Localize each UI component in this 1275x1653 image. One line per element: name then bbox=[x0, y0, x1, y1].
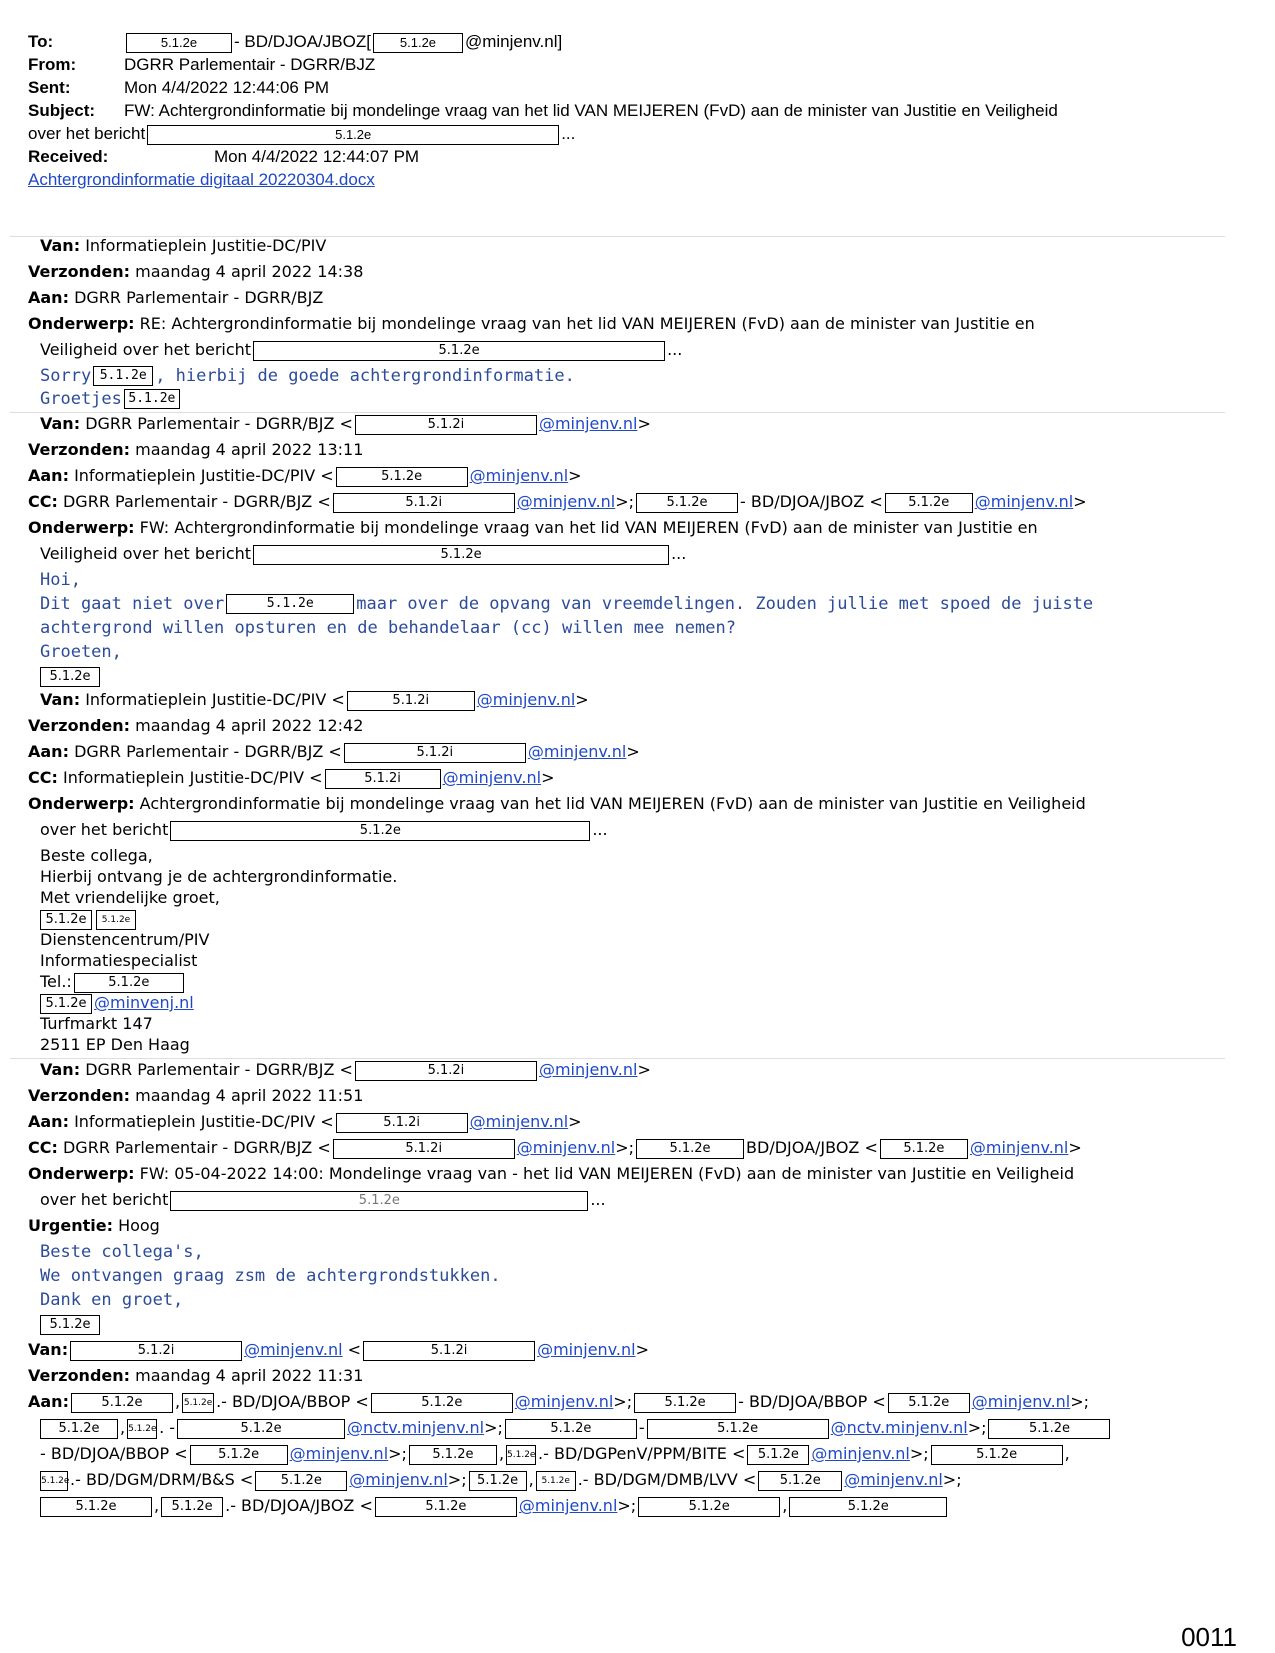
subject-label: Subject: bbox=[28, 101, 96, 120]
aan-label: Aan: bbox=[28, 466, 69, 485]
onderwerp-label: Onderwerp: bbox=[28, 518, 135, 537]
separator bbox=[10, 412, 1225, 413]
van-value: DGRR Parlementair - DGRR/BJZ < bbox=[85, 414, 353, 433]
redaction-box: 5.1.2e bbox=[469, 1471, 527, 1491]
aan-value: Informatieplein Justitie-DC/PIV < bbox=[74, 1112, 334, 1131]
aan-cont: 5.1.2e , 5.1.2e . - 5.1.2e @nctv.minjenv.nl>; 5.1.2e - 5.1.2e @nctv.minjenv.nl>; 5.1.2e bbox=[40, 1418, 1112, 1439]
verzonden-value: maandag 4 april 2022 13:11 bbox=[135, 440, 364, 459]
redaction-box: 5.1.2e bbox=[409, 1445, 497, 1465]
van-label: Van: bbox=[40, 1060, 81, 1079]
redaction-box: 5.1.2e bbox=[170, 821, 590, 841]
aan-row: Aan: 5.1.2e , 5.1.2e .- BD/DJOA/BBOP < 5.1.2e @minjenv.nl>; 5.1.2e - BD/DJOA/BBOP < 5.1.2e @minjenv.nl>; bbox=[28, 1392, 1090, 1411]
separator bbox=[10, 1058, 1225, 1059]
onderwerp-cont bbox=[40, 1190, 606, 1211]
cc-value: DGRR Parlementair - DGRR/BJZ < bbox=[62, 1138, 331, 1157]
attachment-link[interactable]: Achtergrondinformatie digitaal 20220304.docx bbox=[28, 170, 375, 189]
verzonden-row bbox=[28, 440, 363, 459]
redaction-box: 5.1.2i bbox=[333, 493, 515, 513]
urgentie-row bbox=[28, 1216, 160, 1235]
tel-row bbox=[40, 972, 186, 993]
recipient-org: - BD/DJOA/BBOP < bbox=[221, 1392, 369, 1411]
recipient-org: - BD/DGPenV/PPM/BITE < bbox=[543, 1444, 746, 1463]
cc-row: CC: Informatieplein Justitie-DC/PIV < 5.1.2i @minjenv.nl> bbox=[28, 768, 555, 787]
onderwerp-cont-text: Veiligheid over het bericht bbox=[40, 544, 252, 563]
redaction-box: 5.1.2i bbox=[355, 415, 537, 435]
aan-row: Aan: DGRR Parlementair - DGRR/BJZ < 5.1.2i @minjenv.nl> bbox=[28, 742, 640, 761]
onderwerp-row bbox=[28, 794, 1086, 813]
email-row bbox=[40, 993, 194, 1014]
redaction-box: 5.1.2e bbox=[931, 1445, 1063, 1465]
body-line bbox=[40, 846, 153, 865]
body-line bbox=[40, 642, 122, 662]
received-label: Received: bbox=[28, 147, 109, 166]
redaction-box: 5.1.2i bbox=[70, 1341, 242, 1361]
email-link[interactable]: @minjenv.nl bbox=[476, 690, 576, 709]
redaction-box: 5.1.2e bbox=[161, 1497, 223, 1517]
redaction-box: 5.1.2e bbox=[373, 33, 463, 53]
redaction-box: 5.1.2i bbox=[363, 1341, 535, 1361]
email-link[interactable]: @minjenv.nl bbox=[811, 1444, 910, 1463]
redaction-box: 5.1.2e bbox=[177, 1419, 345, 1439]
aan-row: Aan: Informatieplein Justitie-DC/PIV < 5.1.2e @minjenv.nl> bbox=[28, 466, 582, 485]
redaction-box: 5.1.2i bbox=[344, 743, 526, 763]
redaction-box: 5.1.2e bbox=[124, 389, 180, 409]
redaction-box: 5.1.2e bbox=[253, 341, 665, 361]
verzonden-row bbox=[28, 1086, 363, 1105]
onderwerp-row bbox=[28, 1164, 1074, 1183]
email-header bbox=[28, 30, 1253, 191]
body-line bbox=[40, 888, 220, 907]
email-link[interactable]: @minjenv.nl bbox=[516, 1138, 616, 1157]
email-link[interactable]: @nctv.minjenv.nl bbox=[347, 1418, 485, 1437]
onderwerp-row bbox=[28, 518, 1038, 537]
van-label: Van: bbox=[40, 690, 81, 709]
redaction-box: 5.1.2e bbox=[634, 1393, 736, 1413]
van-row bbox=[40, 236, 326, 255]
subject-row bbox=[28, 99, 1253, 122]
redaction-box: 5.1.2e bbox=[40, 910, 92, 930]
email-link[interactable]: @minjenv.nl bbox=[349, 1470, 448, 1489]
subject-cont-row bbox=[28, 122, 1253, 145]
body-line bbox=[40, 1035, 190, 1054]
body-line bbox=[40, 618, 736, 638]
onderwerp-cont bbox=[40, 340, 682, 361]
van-row: Van: 5.1.2i @minjenv.nl < 5.1.2i @minjenv.nl> bbox=[28, 1340, 649, 1359]
van-row: Van: DGRR Parlementair - DGRR/BJZ < 5.1.2i @minjenv.nl> bbox=[40, 414, 651, 433]
redaction-box: 5.1.2e bbox=[71, 1393, 173, 1413]
redaction-box: 5.1.2e bbox=[255, 1471, 347, 1491]
body-text: Dank en groet, bbox=[40, 1290, 184, 1310]
redaction-box: 5.1.2i bbox=[355, 1061, 537, 1081]
onderwerp-cont-text: over het bericht bbox=[40, 1190, 169, 1209]
onderwerp-cont bbox=[40, 544, 686, 565]
redaction-box: 5.1.2e bbox=[371, 1393, 513, 1413]
signature-box bbox=[40, 1314, 102, 1335]
aan-value: Informatieplein Justitie-DC/PIV < bbox=[74, 466, 334, 485]
body-line bbox=[40, 1290, 183, 1310]
from-value: DGRR Parlementair - DGRR/BJZ bbox=[124, 55, 376, 74]
body-line bbox=[40, 594, 1093, 614]
from-label: From: bbox=[28, 55, 77, 74]
body-line bbox=[40, 389, 182, 409]
recipient-org: - BD/DGM/DRM/B&S < bbox=[75, 1470, 254, 1489]
van-row: Van: Informatieplein Justitie-DC/PIV < 5.1.2i @minjenv.nl> bbox=[40, 690, 589, 709]
redaction-box: 5.1.2e bbox=[40, 1497, 152, 1517]
aan-cont: 5.1.2e.- BD/DGM/DRM/B&S < 5.1.2e @minjenv.nl>; 5.1.2e , 5.1.2e .- BD/DGM/DMB/LVV < 5.1.2e @minjenv.nl>; bbox=[41, 1470, 962, 1489]
redaction-box: 5.1.2e bbox=[126, 33, 232, 53]
from-row bbox=[28, 53, 1253, 76]
body-text: Hoi, bbox=[40, 570, 81, 590]
to-label: To: bbox=[28, 32, 54, 51]
email-link[interactable]: @minjenv.nl bbox=[537, 1340, 636, 1359]
verzonden-label: Verzonden: bbox=[28, 1086, 131, 1105]
email-link[interactable]: @minjenv.nl bbox=[289, 1444, 389, 1463]
urgentie-value: Hoog bbox=[118, 1216, 160, 1235]
aan-value: DGRR Parlementair - DGRR/BJZ bbox=[74, 288, 324, 307]
redaction-box: 5.1.2e bbox=[506, 1445, 536, 1465]
redaction-box: 5.1.2e bbox=[93, 366, 153, 386]
redaction-box: 5.1.2e bbox=[988, 1419, 1110, 1439]
redaction-box: 5.1.2e bbox=[888, 1393, 970, 1413]
redaction-box: 5.1.2e bbox=[336, 467, 468, 487]
body-text: Hierbij ontvang je de achtergrondinformatie. bbox=[40, 867, 398, 886]
cc-label: CC: bbox=[28, 492, 58, 511]
van-row: Van: DGRR Parlementair - DGRR/BJZ < 5.1.2i @minjenv.nl> bbox=[40, 1060, 651, 1079]
body-text: , hierbij de goede achtergrondinformatie. bbox=[155, 366, 575, 386]
redaction-box: 5.1.2e bbox=[253, 545, 669, 565]
van-value: Informatieplein Justitie-DC/PIV bbox=[85, 236, 327, 255]
onderwerp-row bbox=[28, 314, 1035, 333]
to-suffix: @minjenv.nl] bbox=[464, 32, 563, 51]
onderwerp-label: Onderwerp: bbox=[28, 794, 135, 813]
tel-label: Tel.: bbox=[40, 972, 72, 991]
redaction-box: 5.1.2e bbox=[636, 493, 738, 513]
body-line bbox=[40, 1014, 153, 1033]
aan-cont: - BD/DJOA/BBOP < 5.1.2e @minjenv.nl>; 5.1.2e , 5.1.2e .- BD/DGPenV/PPM/BITE < 5.1.2e @minjenv.nl>; 5.1.2e , bbox=[40, 1444, 1070, 1463]
email-link[interactable]: @minjenv.nl bbox=[516, 492, 616, 511]
email-link[interactable]: @minjenv.nl bbox=[844, 1470, 943, 1489]
body-line bbox=[40, 366, 575, 386]
redaction-box: 5.1.2e bbox=[40, 1471, 68, 1491]
redaction-box: 5.1.2e bbox=[40, 1419, 118, 1439]
cc-label: CC: bbox=[28, 1138, 58, 1157]
signature-box bbox=[40, 666, 102, 687]
body-line bbox=[40, 867, 397, 886]
sent-label: Sent: bbox=[28, 78, 71, 97]
aan-label: Aan: bbox=[28, 742, 69, 761]
email-link[interactable]: @minjenv.nl bbox=[971, 1392, 1071, 1411]
recipient-org: - BD/DGM/DMB/LVV < bbox=[582, 1470, 757, 1489]
redaction-box: 5.1.2e bbox=[40, 994, 92, 1014]
onderwerp-cont-text: over het bericht bbox=[40, 820, 169, 839]
cc-label: CC: bbox=[28, 768, 58, 787]
sent-row bbox=[28, 76, 1253, 99]
onderwerp-value: RE: Achtergrondinformatie bij mondelinge vraag van het lid VAN MEIJEREN (FvD) aan de minister van Justitie en bbox=[139, 314, 1035, 333]
recipient-org: - BD/DJOA/JBOZ < bbox=[230, 1496, 373, 1515]
aan-row bbox=[28, 288, 323, 307]
verzonden-label: Verzonden: bbox=[28, 1366, 131, 1385]
sent-value: Mon 4/4/2022 12:44:06 PM bbox=[124, 78, 330, 97]
verzonden-row bbox=[28, 1366, 363, 1385]
body-text: Dit gaat niet over bbox=[40, 594, 225, 614]
verzonden-label: Verzonden: bbox=[28, 716, 131, 735]
message-5 bbox=[28, 1340, 1253, 1530]
body-line bbox=[40, 1266, 501, 1286]
redaction-box: 5.1.2e bbox=[375, 1497, 517, 1517]
verzonden-row bbox=[28, 716, 363, 735]
verzonden-value: maandag 4 april 2022 11:51 bbox=[135, 1086, 364, 1105]
onderwerp-label: Onderwerp: bbox=[28, 314, 135, 333]
body-text: 2511 EP Den Haag bbox=[40, 1035, 190, 1054]
body-text: Met vriendelijke groet, bbox=[40, 888, 220, 907]
onderwerp-cont bbox=[40, 820, 608, 841]
body-line bbox=[40, 930, 209, 949]
body-text: Groetjes bbox=[40, 389, 122, 409]
subject-value: FW: Achtergrondinformatie bij mondelinge vraag van het lid VAN MEIJEREN (FvD) aan de minister van Justitie en Veiligheid bbox=[124, 101, 1058, 120]
ellipsis: ... bbox=[667, 340, 683, 359]
redaction-box: 5.1.2i bbox=[325, 769, 441, 789]
body-text: achtergrond willen opsturen en de behandelaar (cc) willen mee nemen? bbox=[40, 618, 736, 638]
redaction-box: 5.1.2e bbox=[147, 125, 559, 145]
verzonden-label: Verzonden: bbox=[28, 262, 131, 281]
aan-label: Aan: bbox=[28, 1112, 69, 1131]
urgentie-label: Urgentie: bbox=[28, 1216, 113, 1235]
ellipsis: ... bbox=[592, 820, 608, 839]
onderwerp-label: Onderwerp: bbox=[28, 1164, 135, 1183]
redaction-box: 5.1.2i bbox=[347, 691, 475, 711]
cc-value: Informatieplein Justitie-DC/PIV < bbox=[62, 768, 323, 787]
verzonden-value: maandag 4 april 2022 14:38 bbox=[135, 262, 364, 281]
attachment-row bbox=[28, 168, 1253, 191]
body-text: We ontvangen graag zsm de achtergrondstukken. bbox=[40, 1266, 501, 1286]
aan-cont: 5.1.2e , 5.1.2e .- BD/DJOA/JBOZ < 5.1.2e @minjenv.nl>; 5.1.2e , 5.1.2e bbox=[40, 1496, 949, 1517]
body-text: maar over de opvang van vreemdelingen. Zouden jullie met spoed de juiste bbox=[356, 594, 1094, 614]
ellipsis: ... bbox=[590, 1190, 606, 1209]
email-link[interactable]: @nctv.minjenv.nl bbox=[830, 1418, 968, 1437]
email-link[interactable]: @minjenv.nl bbox=[442, 768, 542, 787]
verzonden-value: maandag 4 april 2022 12:42 bbox=[135, 716, 364, 735]
to-mid: - BD/DJOA/JBOZ[ bbox=[234, 32, 371, 51]
redaction-box: 5.1.2e bbox=[747, 1445, 809, 1465]
aan-label: Aan: bbox=[28, 288, 69, 307]
redaction-box: 5.1.2i bbox=[333, 1139, 515, 1159]
redaction-box: 5.1.2e bbox=[96, 910, 136, 930]
redaction-box: 5.1.2e bbox=[40, 667, 100, 687]
received-value: Mon 4/4/2022 12:44:07 PM bbox=[214, 147, 420, 166]
van-label: Van: bbox=[28, 1340, 69, 1359]
email-link[interactable]: @minjenv.nl bbox=[969, 1138, 1069, 1157]
redaction-box: 5.1.2e bbox=[127, 1419, 157, 1439]
message-1 bbox=[28, 236, 1253, 411]
verzonden-label: Verzonden: bbox=[28, 440, 131, 459]
message-2 bbox=[28, 414, 1253, 694]
redaction-box: 5.1.2e bbox=[74, 973, 184, 993]
ellipsis: ... bbox=[671, 544, 687, 563]
redaction-box: 5.1.2e bbox=[182, 1393, 214, 1413]
email-link[interactable]: @minjenv.nl bbox=[469, 1112, 569, 1131]
email-link[interactable]: @minjenv.nl bbox=[538, 1060, 638, 1079]
cc-mid: BD/DJOA/JBOZ < bbox=[746, 1138, 878, 1157]
redaction-box: 5.1.2e bbox=[536, 1471, 576, 1491]
subject-cont: over het bericht bbox=[28, 124, 146, 143]
aan-label: Aan: bbox=[28, 1392, 69, 1411]
redaction-box: 5.1.2e bbox=[885, 493, 973, 513]
onderwerp-value: Achtergrondinformatie bij mondelinge vraag van het lid VAN MEIJEREN (FvD) aan de minister van Justitie en Veiligheid bbox=[139, 794, 1086, 813]
body-text: Beste collega's, bbox=[40, 1242, 204, 1262]
body-text: Sorry bbox=[40, 366, 92, 386]
email-link[interactable]: @minjenv.nl bbox=[244, 1340, 343, 1359]
van-value: DGRR Parlementair - DGRR/BJZ < bbox=[85, 1060, 353, 1079]
redaction-box: 5.1.2e bbox=[505, 1419, 637, 1439]
cc-row: CC: DGRR Parlementair - DGRR/BJZ < 5.1.2i @minjenv.nl>; 5.1.2e BD/DJOA/JBOZ < 5.1.2e @minjenv.nl> bbox=[28, 1138, 1082, 1157]
email-link[interactable]: @minvenj.nl bbox=[94, 993, 194, 1012]
signature-boxes bbox=[40, 909, 138, 930]
body-text: Informatiespecialist bbox=[40, 951, 198, 970]
recipient-org: - BD/DJOA/BBOP < bbox=[738, 1392, 886, 1411]
onderwerp-value: FW: Achtergrondinformatie bij mondelinge vraag van het lid VAN MEIJEREN (FvD) aan de minister van Justitie en bbox=[139, 518, 1038, 537]
received-row bbox=[28, 145, 1253, 168]
redaction-box: 5.1.2e bbox=[758, 1471, 842, 1491]
redaction-box: 5.1.2e bbox=[647, 1419, 829, 1439]
email-link[interactable]: @minjenv.nl bbox=[518, 1496, 618, 1515]
aan-value: DGRR Parlementair - DGRR/BJZ < bbox=[74, 742, 342, 761]
redaction-box: 5.1.2e bbox=[789, 1497, 947, 1517]
to-row bbox=[28, 30, 1253, 53]
onderwerp-value: FW: 05-04-2022 14:00: Mondelinge vraag van - het lid VAN MEIJEREN (FvD) aan de minister van Justitie en Veiligheid bbox=[139, 1164, 1075, 1183]
van-label: Van: bbox=[40, 414, 81, 433]
message-3 bbox=[28, 690, 1253, 1065]
email-link[interactable]: @minjenv.nl bbox=[974, 492, 1074, 511]
onderwerp-cont-text: Veiligheid over het bericht bbox=[40, 340, 252, 359]
redaction-box: 5.1.2e bbox=[226, 594, 354, 614]
van-label: Van: bbox=[40, 236, 81, 255]
cc-row: CC: DGRR Parlementair - DGRR/BJZ < 5.1.2i @minjenv.nl>; 5.1.2e - BD/DJOA/JBOZ < 5.1.2e @minjenv.nl> bbox=[28, 492, 1087, 511]
redaction-box: 5.1.2i bbox=[336, 1113, 468, 1133]
cc-mid: - BD/DJOA/JBOZ < bbox=[740, 492, 883, 511]
redaction-box: 5.1.2e bbox=[190, 1445, 288, 1465]
cc-value: DGRR Parlementair - DGRR/BJZ < bbox=[62, 492, 331, 511]
recipient-org: - BD/DJOA/BBOP < bbox=[40, 1444, 188, 1463]
body-line bbox=[40, 570, 81, 590]
redaction-box: 5.1.2e bbox=[170, 1191, 588, 1211]
van-value: Informatieplein Justitie-DC/PIV < bbox=[85, 690, 345, 709]
body-line bbox=[40, 951, 197, 970]
ellipsis: ... bbox=[561, 124, 576, 143]
email-link[interactable]: @minjenv.nl bbox=[527, 742, 627, 761]
redaction-box: 5.1.2e bbox=[636, 1139, 744, 1159]
email-link[interactable]: @minjenv.nl bbox=[469, 466, 569, 485]
verzonden-value: maandag 4 april 2022 11:31 bbox=[135, 1366, 364, 1385]
body-text: Beste collega, bbox=[40, 846, 153, 865]
redaction-box: 5.1.2e bbox=[638, 1497, 780, 1517]
message-4 bbox=[28, 1060, 1253, 1330]
aan-row: Aan: Informatieplein Justitie-DC/PIV < 5.1.2i @minjenv.nl> bbox=[28, 1112, 582, 1131]
body-line bbox=[40, 1242, 204, 1262]
body-text: Groeten, bbox=[40, 642, 122, 662]
verzonden-row bbox=[28, 262, 363, 281]
body-text: Dienstencentrum/PIV bbox=[40, 930, 210, 949]
body-text: Turfmarkt 147 bbox=[40, 1014, 153, 1033]
email-link[interactable]: @minjenv.nl bbox=[514, 1392, 614, 1411]
redaction-box: 5.1.2e bbox=[40, 1315, 100, 1335]
email-link[interactable]: @minjenv.nl bbox=[538, 414, 638, 433]
page-number: 0011 bbox=[1181, 1622, 1237, 1652]
redaction-box: 5.1.2e bbox=[880, 1139, 968, 1159]
